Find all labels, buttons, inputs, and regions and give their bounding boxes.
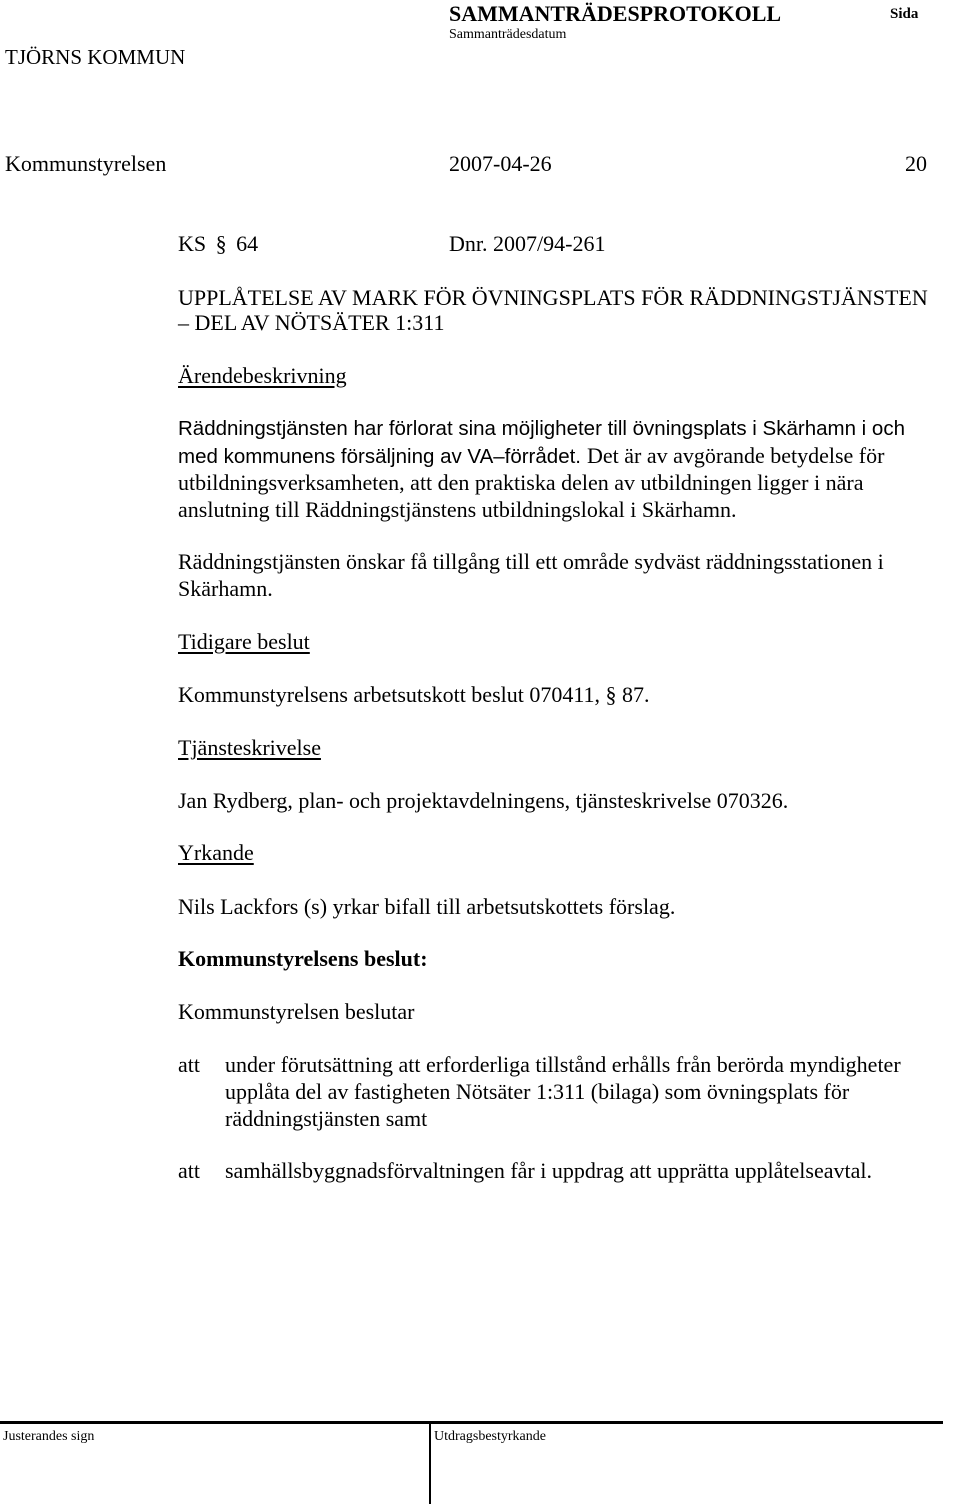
- section-heading-motion: Yrkande: [178, 840, 254, 865]
- municipality-name: TJÖRNS KOMMUN: [5, 45, 186, 69]
- meeting-date-label: Sammanträdesdatum: [449, 27, 567, 42]
- case-title-line: UPPLÅTELSE AV MARK FÖR ÖVNINGSPLATS FÖR RÄDDNINGSTJÄNSTEN: [178, 285, 928, 310]
- decision-intro: Kommunstyrelsen beslutar: [178, 999, 415, 1024]
- decision-heading: Kommunstyrelsens beslut:: [178, 946, 428, 971]
- decision-item-text: upplåta del av fastigheten Nötsäter 1:311 (bilaga) som övningsplats för: [225, 1079, 850, 1104]
- body-text-line: Räddningstjänsten önskar få tillgång till ett område sydväst räddningsstationen i: [178, 549, 884, 574]
- meeting-date: 2007-04-26: [449, 151, 552, 176]
- section-heading-official-letter: Tjänsteskrivelse: [178, 735, 321, 760]
- body-text-line: Nils Lackfors (s) yrkar bifall till arbetsutskottets förslag.: [178, 894, 676, 919]
- footer-rule: [0, 1421, 943, 1424]
- decision-item-label: att: [178, 1158, 200, 1183]
- footer-extract-label: Utdragsbestyrkande: [434, 1429, 546, 1444]
- body-text-segment: med kommunens försäljning av VA–förrådet.: [178, 445, 581, 468]
- case-paragraph-number: KS § 64: [178, 231, 259, 256]
- footer-divider: [429, 1424, 431, 1504]
- section-heading-description: Ärendebeskrivning: [178, 363, 347, 388]
- section-heading-previous-decision: Tidigare beslut: [178, 629, 310, 654]
- body-text-line: anslutning till Räddningstjänstens utbildningslokal i Skärhamn.: [178, 497, 737, 522]
- case-title-line: – DEL AV NÖTSÄTER 1:311: [178, 310, 445, 335]
- decision-item-text: samhällsbyggnadsförvaltningen får i uppdrag att upprätta upplåtelseavtal.: [225, 1158, 872, 1183]
- decision-item-text: räddningstjänsten samt: [225, 1106, 428, 1131]
- body-text-line: Kommunstyrelsens arbetsutskott beslut 070411, § 87.: [178, 682, 650, 707]
- body-text-segment: Det är av avgörande betydelse för: [586, 443, 885, 468]
- body-text-line: Skärhamn.: [178, 576, 273, 601]
- body-text-line: Räddningstjänsten har förlorat sina möjligheter till övningsplats i Skärhamn i och: [178, 417, 905, 440]
- meeting-body: Kommunstyrelsen: [5, 151, 167, 176]
- page-number: 20: [905, 151, 927, 176]
- decision-item-text: under förutsättning att erforderliga tillstånd erhålls från berörda myndigheter: [225, 1052, 901, 1077]
- body-text-line: utbildningsverksamheten, att den praktiska delen av utbildningen ligger i nära: [178, 470, 864, 495]
- protocol-title: SAMMANTRÄDESPROTOKOLL: [449, 1, 782, 26]
- body-text-line: [178, 442, 884, 470]
- body-text-line: Jan Rydberg, plan- och projektavdelningens, tjänsteskrivelse 070326.: [178, 788, 789, 813]
- page-label: Sida: [890, 6, 919, 22]
- diary-number: Dnr. 2007/94-261: [449, 231, 606, 256]
- footer-sign-label: Justerandes sign: [3, 1429, 95, 1444]
- decision-item-label: att: [178, 1052, 200, 1077]
